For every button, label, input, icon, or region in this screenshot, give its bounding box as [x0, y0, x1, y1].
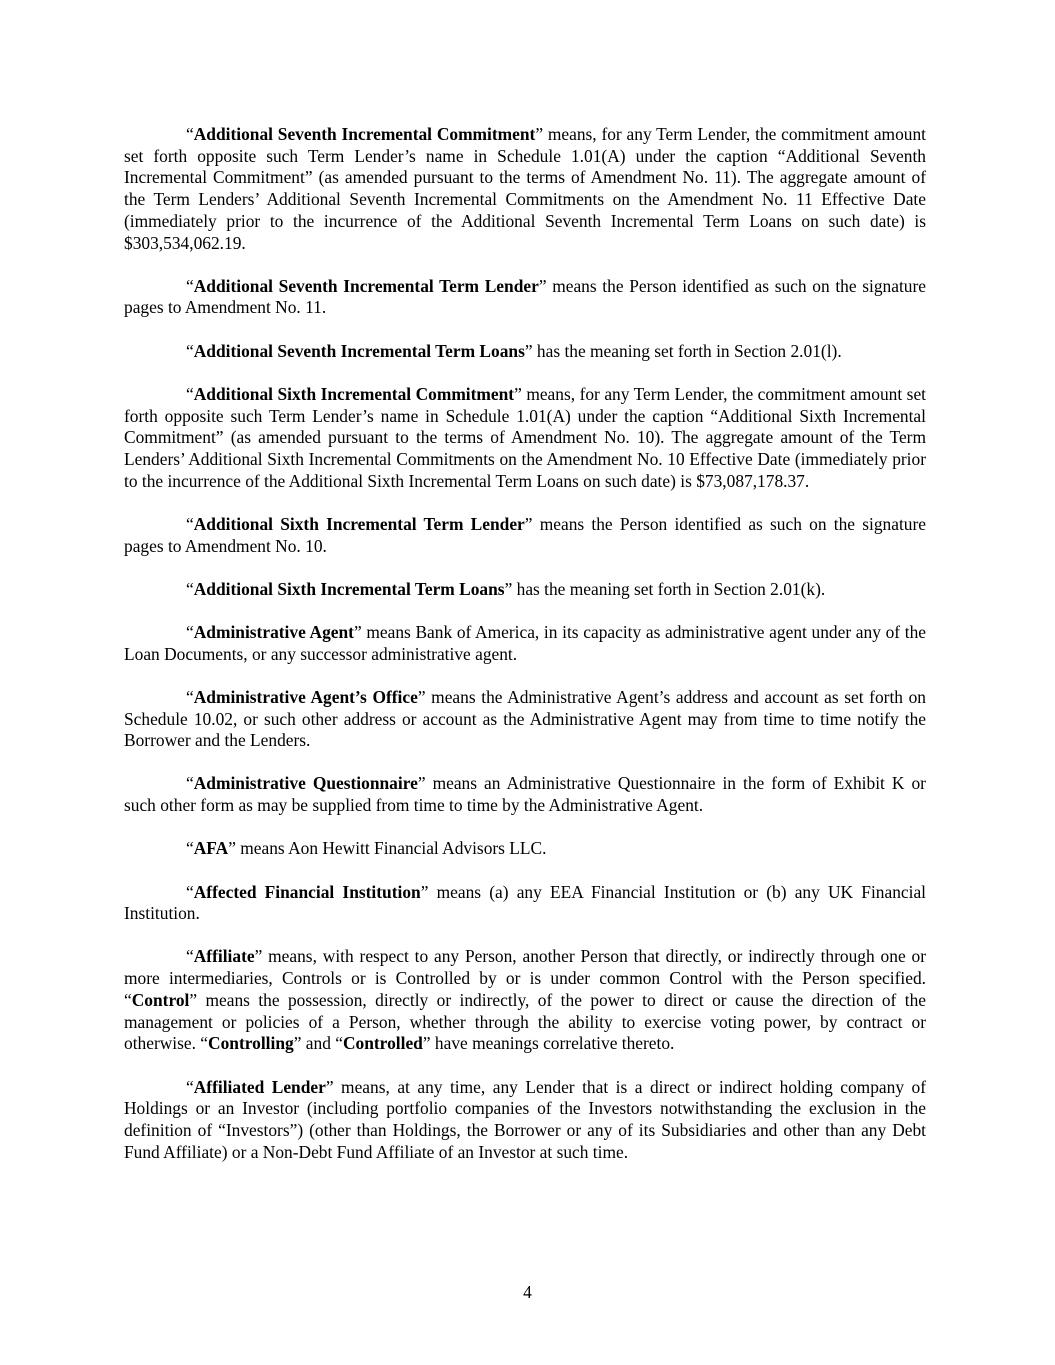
defined-term: AFA	[193, 838, 229, 859]
defined-term: Additional Sixth Incremental Commitment	[193, 383, 515, 404]
defined-term: Affiliated Lender	[193, 1076, 326, 1097]
definition-paragraph: “Affiliated Lender” means, at any time, any Lender that is a direct or indirect holding company of Holdings or an Investor (including portfolio companies of the Investors notwithstanding the exclusion in the definition of “Investors”) (other than Holdings, the Borrower or any of its Subsidiaries and other than any Debt Fund Affiliate) or a Non-Debt Fund Affiliate of an Investor at such time.	[124, 1076, 926, 1162]
defined-term: Additional Seventh Incremental Term Loans	[193, 340, 525, 361]
defined-term: Affiliate	[193, 946, 255, 967]
definition-paragraph: “Additional Sixth Incremental Term Loans” has the meaning set forth in Section 2.01(k).	[186, 578, 826, 599]
defined-term: Additional Seventh Incremental Term Lender	[193, 275, 539, 296]
defined-term: Administrative Agent’s Office	[193, 686, 418, 707]
defined-term: Control	[131, 989, 190, 1010]
defined-term: Affected Financial Institution	[193, 881, 421, 902]
defined-term: Additional Sixth Incremental Term Lender	[193, 513, 525, 534]
definition-paragraph: “Affected Financial Institution” means (a) any EEA Financial Institution or (b) any UK Financial Institution.	[124, 881, 926, 924]
defined-term: Additional Sixth Incremental Term Loans	[193, 578, 505, 599]
definition-paragraph: “Additional Seventh Incremental Term Lender” means the Person identified as such on the signature pages to Amendment No. 11.	[124, 275, 926, 318]
definition-paragraph: “Administrative Questionnaire” means an Administrative Questionnaire in the form of Exhibit K or such other form as may be supplied from time to time by the Administrative Agent.	[124, 773, 926, 816]
definition-paragraph: “Additional Sixth Incremental Term Lender” means the Person identified as such on the signature pages to Amendment No. 10.	[124, 513, 927, 556]
definition-paragraph: “Additional Seventh Incremental Commitment” means, for any Term Lender, the commitment amount set forth opposite such Term Lender’s name in Schedule 1.01(A) under the caption “Additional Seventh Incremental Commitment” (as amended pursuant to the terms of Amendment No. 11). The aggregate amount of the Term Lenders’ Additional Seventh Incremental Commitments on the Amendment No. 11 Effective Date (immediately prior to the incurrence of the Additional Seventh Incremental Term Loans on such date) is $303,534,062.19.	[124, 124, 927, 253]
defined-term: Administrative Questionnaire	[193, 773, 418, 794]
document-body	[124, 124, 926, 1185]
definition-paragraph: “Additional Sixth Incremental Commitment” means, for any Term Lender, the commitment amount set forth opposite such Term Lender’s name in Schedule 1.01(A) under the caption “Additional Sixth Incremental Commitment” (as amended pursuant to the terms of Amendment No. 10). The aggregate amount of the Term Lenders’ Additional Sixth Incremental Commitments on the Amendment No. 10 Effective Date (immediately prior to the incurrence of the Additional Sixth Incremental Term Loans on such date) is $73,087,178.37.	[124, 383, 927, 491]
defined-term: Controlled	[342, 1033, 423, 1054]
defined-term: Administrative Agent	[193, 621, 354, 642]
definition-paragraph: “Additional Seventh Incremental Term Loans” has the meaning set forth in Section 2.01(l).	[186, 340, 842, 361]
defined-term: Controlling	[208, 1033, 294, 1054]
page-number: 4	[523, 1282, 532, 1302]
definition-paragraph: “Administrative Agent” means Bank of America, in its capacity as administrative agent under any of the Loan Documents, or any successor administrative agent.	[124, 621, 926, 664]
defined-term: Additional Seventh Incremental Commitment	[193, 124, 536, 144]
definition-paragraph: “Affiliate” means, with respect to any Person, another Person that directly, or indirectly through one or more intermediaries, Controls or is Controlled by or is under common Control with the Person specified. “Control” means the possession, directly or indirectly, of the power to direct or cause the direction of the management or policies of a Person, whether through the ability to exercise voting power, by contract or otherwise. “Controlling” and “Controlled” have meanings correlative thereto.	[124, 946, 926, 1054]
definition-paragraph: “AFA” means Aon Hewitt Financial Advisors LLC.	[186, 838, 547, 859]
definition-paragraph: “Administrative Agent’s Office” means the Administrative Agent’s address and account as set forth on Schedule 10.02, or such other address or account as the Administrative Agent may from time to time notify the Borrower and the Lenders.	[124, 686, 926, 751]
